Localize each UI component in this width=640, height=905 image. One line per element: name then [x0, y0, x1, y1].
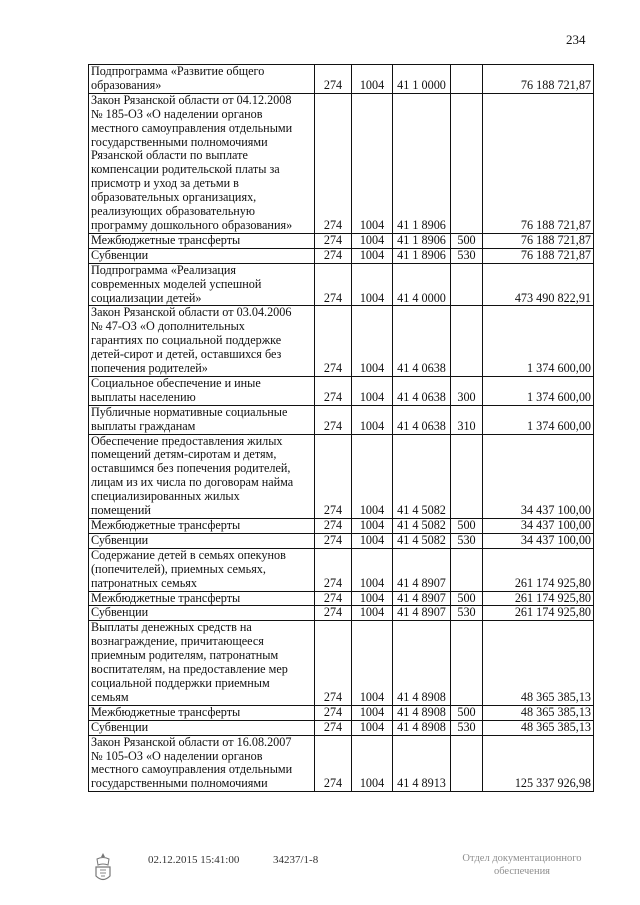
row-article-cell: 41 4 0638: [393, 306, 451, 377]
row-section-cell: 1004: [352, 376, 393, 405]
row-code-cell: 274: [315, 533, 352, 548]
row-article-cell: 41 4 0000: [393, 263, 451, 306]
row-amount-cell: 261 174 925,80: [483, 591, 594, 606]
row-type-cell: 530: [451, 606, 483, 621]
row-name-cell: Субвенции: [89, 720, 315, 735]
table-row: [89, 65, 594, 94]
row-name-cell: Обеспечение предоставления жилых помещений детям-сиротам и детям, оставшимся без попечения родителей, лицам из их числа по договорам найма специализированных жилых помещений: [89, 434, 315, 518]
row-type-cell: [451, 434, 483, 518]
row-section-cell: 1004: [352, 591, 393, 606]
row-name-cell: Публичные нормативные социальные выплаты гражданам: [89, 405, 315, 434]
row-section-cell: 1004: [352, 548, 393, 591]
row-amount-cell: 1 374 600,00: [483, 306, 594, 377]
row-type-cell: 300: [451, 376, 483, 405]
row-code-cell: 274: [315, 434, 352, 518]
table-row: [89, 519, 594, 534]
row-code-cell: 274: [315, 735, 352, 792]
table-row: [89, 263, 594, 306]
row-code-cell: 274: [315, 65, 352, 94]
row-name-cell: Содержание детей в семьях опекунов (попечителей), приемных семьях, патронатных семьях: [89, 548, 315, 591]
table-row: [89, 621, 594, 705]
row-name-cell: Подпрограмма «Развитие общего образования»: [89, 65, 315, 94]
row-name-cell: Закон Рязанской области от 16.08.2007 № 105-ОЗ «О наделении органов местного самоуправления отдельными государственными полномочиями: [89, 735, 315, 792]
row-section-cell: 1004: [352, 606, 393, 621]
row-name-cell: Субвенции: [89, 248, 315, 263]
row-type-cell: 500: [451, 519, 483, 534]
table-row: [89, 533, 594, 548]
row-code-cell: 274: [315, 376, 352, 405]
row-article-cell: 41 1 8906: [393, 93, 451, 233]
table-row: [89, 93, 594, 233]
row-article-cell: 41 1 8906: [393, 233, 451, 248]
row-type-cell: 530: [451, 720, 483, 735]
row-name-cell: Межбюджетные трансферты: [89, 519, 315, 534]
page-footer: [0, 852, 640, 892]
row-code-cell: 274: [315, 621, 352, 705]
row-name-cell: Закон Рязанской области от 04.12.2008 № 185-ОЗ «О наделении органов местного самоуправления отдельными государственными полномочиями Рязанской области по выплате компенсации родительской платы за присмотр и уход за детьми в образовательных организациях, реализующих образовательную программу дошкольного образования»: [89, 93, 315, 233]
row-type-cell: [451, 65, 483, 94]
row-type-cell: 500: [451, 705, 483, 720]
row-name-cell: Межбюджетные трансферты: [89, 705, 315, 720]
row-article-cell: 41 4 5082: [393, 519, 451, 534]
row-type-cell: 530: [451, 533, 483, 548]
row-article-cell: 41 4 8907: [393, 606, 451, 621]
row-name-cell: Межбюджетные трансферты: [89, 233, 315, 248]
row-article-cell: 41 4 0638: [393, 376, 451, 405]
table-row: [89, 405, 594, 434]
row-amount-cell: 261 174 925,80: [483, 606, 594, 621]
row-amount-cell: 76 188 721,87: [483, 233, 594, 248]
row-amount-cell: 1 374 600,00: [483, 405, 594, 434]
row-article-cell: 41 1 0000: [393, 65, 451, 94]
row-amount-cell: 76 188 721,87: [483, 65, 594, 94]
row-code-cell: 274: [315, 519, 352, 534]
row-article-cell: 41 4 8913: [393, 735, 451, 792]
row-article-cell: 41 4 5082: [393, 533, 451, 548]
row-section-cell: 1004: [352, 720, 393, 735]
row-article-cell: 41 4 0638: [393, 405, 451, 434]
stamp-department-line: обеспечения: [493, 866, 551, 877]
stamp-datetime: 02.12.2015 15:41:00: [148, 854, 240, 866]
row-type-cell: 310: [451, 405, 483, 434]
row-code-cell: 274: [315, 720, 352, 735]
stamp-department-line: Отдел документационного: [462, 853, 582, 864]
row-type-cell: [451, 306, 483, 377]
row-amount-cell: 76 188 721,87: [483, 93, 594, 233]
row-code-cell: 274: [315, 306, 352, 377]
row-code-cell: 274: [315, 705, 352, 720]
row-name-cell: Межбюджетные трансферты: [89, 591, 315, 606]
row-code-cell: 274: [315, 263, 352, 306]
row-amount-cell: 76 188 721,87: [483, 248, 594, 263]
row-code-cell: 274: [315, 405, 352, 434]
row-article-cell: 41 4 5082: [393, 434, 451, 518]
row-name-cell: Подпрограмма «Реализация современных моделей успешной социализации детей»: [89, 263, 315, 306]
row-code-cell: 274: [315, 591, 352, 606]
table-row: [89, 705, 594, 720]
row-name-cell: Социальное обеспечение и иные выплаты населению: [89, 376, 315, 405]
row-section-cell: 1004: [352, 519, 393, 534]
budget-table: [88, 64, 594, 792]
row-article-cell: 41 4 8908: [393, 705, 451, 720]
row-type-cell: 500: [451, 591, 483, 606]
table-row: [89, 606, 594, 621]
row-section-cell: 1004: [352, 405, 393, 434]
row-section-cell: 1004: [352, 705, 393, 720]
page-number: 234: [566, 32, 586, 47]
row-name-cell: Субвенции: [89, 533, 315, 548]
row-amount-cell: 48 365 385,13: [483, 621, 594, 705]
row-type-cell: [451, 93, 483, 233]
row-article-cell: 41 4 8907: [393, 591, 451, 606]
row-section-cell: 1004: [352, 434, 393, 518]
row-section-cell: 1004: [352, 306, 393, 377]
row-name-cell: Субвенции: [89, 606, 315, 621]
row-section-cell: 1004: [352, 533, 393, 548]
row-section-cell: 1004: [352, 93, 393, 233]
table-row: [89, 735, 594, 792]
row-amount-cell: 34 437 100,00: [483, 434, 594, 518]
row-type-cell: [451, 263, 483, 306]
table-row: [89, 233, 594, 248]
coat-of-arms-icon: [92, 852, 114, 886]
row-section-cell: 1004: [352, 735, 393, 792]
row-type-cell: 530: [451, 248, 483, 263]
row-article-cell: 41 4 8907: [393, 548, 451, 591]
row-article-cell: 41 4 8908: [393, 720, 451, 735]
row-code-cell: 274: [315, 93, 352, 233]
row-code-cell: 274: [315, 248, 352, 263]
stamp-doc-code: 34237/1-8: [273, 854, 319, 866]
row-name-cell: Выплаты денежных средств на вознаграждение, причитающееся приемным родителям, патронатным воспитателям, на предоставление мер социальной поддержки приемным семьям: [89, 621, 315, 705]
row-article-cell: 41 1 8906: [393, 248, 451, 263]
row-section-cell: 1004: [352, 233, 393, 248]
row-type-cell: [451, 548, 483, 591]
budget-table-body: [89, 65, 594, 792]
row-amount-cell: 48 365 385,13: [483, 705, 594, 720]
table-row: [89, 591, 594, 606]
row-amount-cell: 34 437 100,00: [483, 519, 594, 534]
row-amount-cell: 261 174 925,80: [483, 548, 594, 591]
row-amount-cell: 473 490 822,91: [483, 263, 594, 306]
row-name-cell: Закон Рязанской области от 03.04.2006 № 47-ОЗ «О дополнительных гарантиях по социальной поддержке детей-сирот и детей, оставшихся без попечения родителей»: [89, 306, 315, 377]
row-section-cell: 1004: [352, 65, 393, 94]
row-amount-cell: 34 437 100,00: [483, 533, 594, 548]
table-row: [89, 376, 594, 405]
table-row: [89, 548, 594, 591]
table-row: [89, 434, 594, 518]
row-code-cell: 274: [315, 606, 352, 621]
row-type-cell: [451, 621, 483, 705]
row-code-cell: 274: [315, 233, 352, 248]
row-amount-cell: 1 374 600,00: [483, 376, 594, 405]
stamp-department: [442, 852, 602, 878]
table-row: [89, 306, 594, 377]
row-section-cell: 1004: [352, 621, 393, 705]
row-amount-cell: 125 337 926,98: [483, 735, 594, 792]
row-section-cell: 1004: [352, 263, 393, 306]
table-row: [89, 248, 594, 263]
row-code-cell: 274: [315, 548, 352, 591]
row-type-cell: [451, 735, 483, 792]
row-section-cell: 1004: [352, 248, 393, 263]
row-type-cell: 500: [451, 233, 483, 248]
row-amount-cell: 48 365 385,13: [483, 720, 594, 735]
row-article-cell: 41 4 8908: [393, 621, 451, 705]
table-row: [89, 720, 594, 735]
